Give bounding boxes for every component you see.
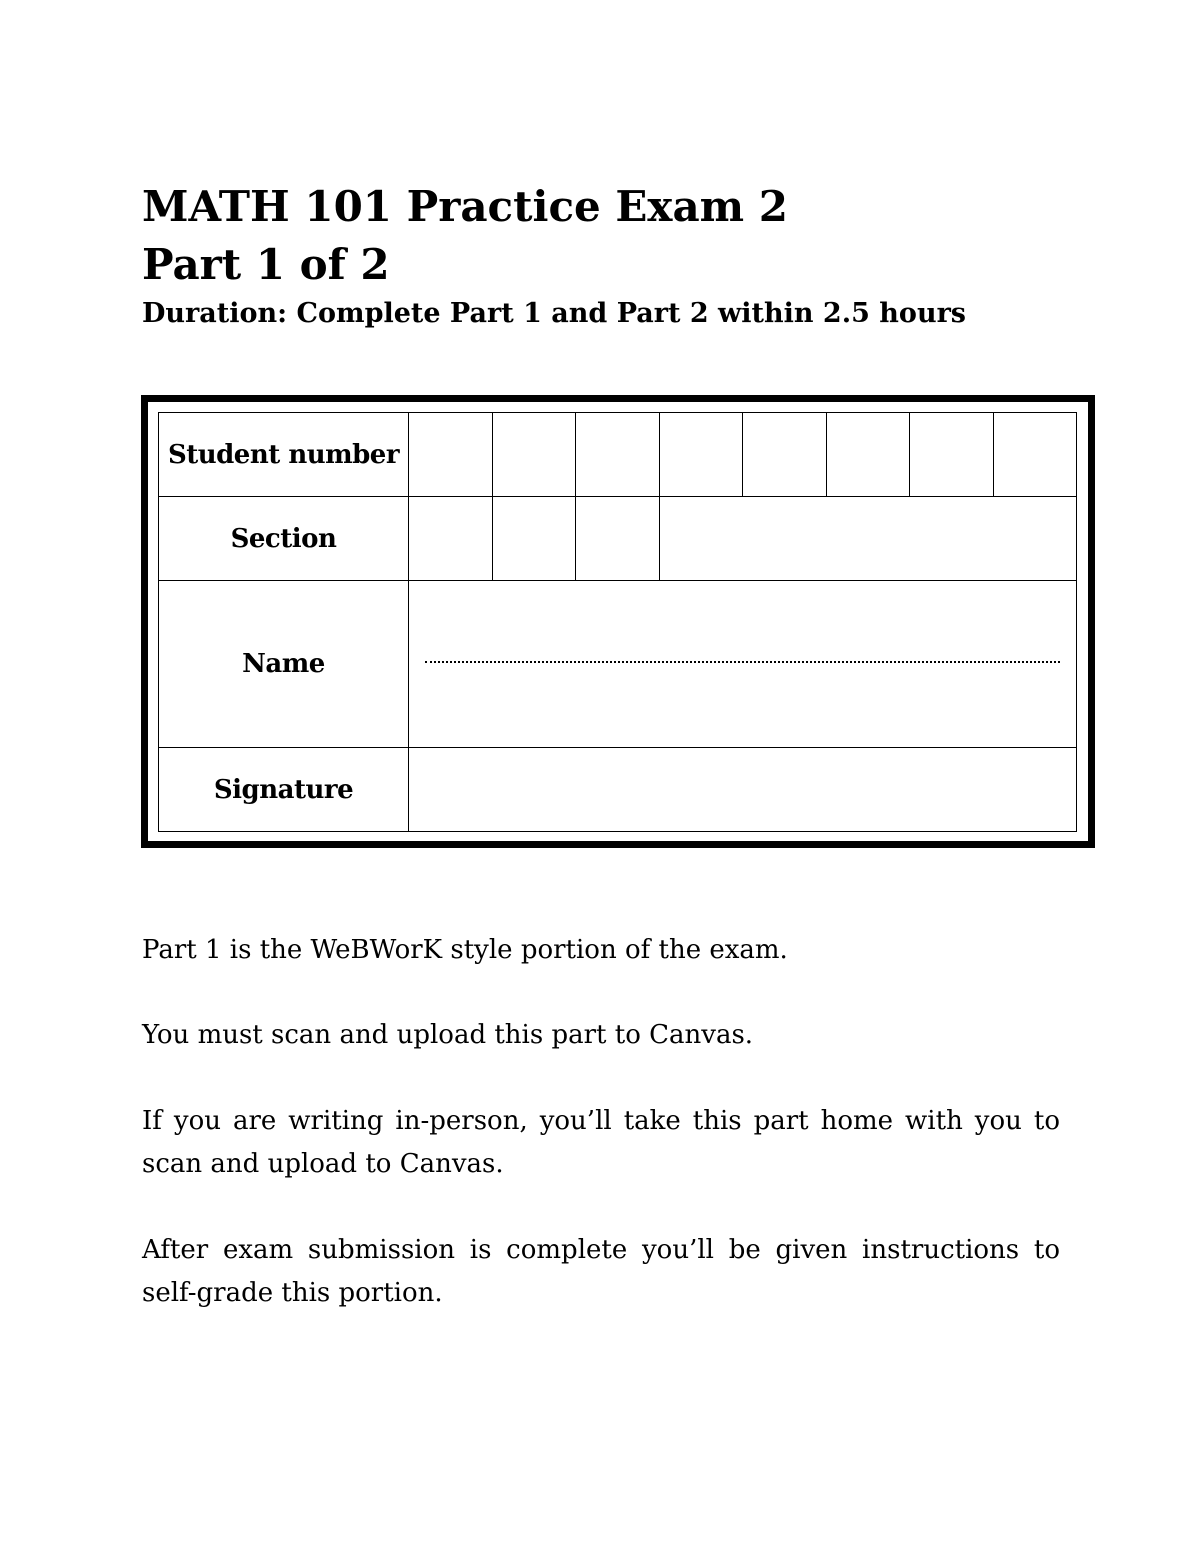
student-number-digit-box[interactable] xyxy=(409,413,493,497)
section-blank-area xyxy=(659,497,1077,581)
student-number-digit-box[interactable] xyxy=(743,413,827,497)
exam-part: Part 1 of 2 xyxy=(142,240,390,289)
signature-label: Signature xyxy=(159,748,409,832)
section-label: Section xyxy=(159,497,409,581)
instruction-paragraph: You must scan and upload this part to Canvas. xyxy=(142,1020,754,1050)
student-number-digit-box[interactable] xyxy=(492,413,576,497)
student-number-digit-box[interactable] xyxy=(576,413,660,497)
section-digit-box[interactable] xyxy=(492,497,576,581)
student-number-digit-box[interactable] xyxy=(826,413,910,497)
student-number-digit-box[interactable] xyxy=(993,413,1077,497)
student-number-label: Student number xyxy=(159,413,409,497)
signature-field[interactable] xyxy=(409,748,1077,832)
exam-duration: Duration: Complete Part 1 and Part 2 within 2.5 hours xyxy=(142,298,967,329)
signature-row xyxy=(159,748,1077,832)
name-dotted-line xyxy=(425,661,1060,663)
section-digit-box[interactable] xyxy=(576,497,660,581)
instruction-paragraph: If you are writing in-person, you’ll take this part home with you to scan and upload to Canvas. xyxy=(142,1106,1060,1179)
student-info-table xyxy=(158,412,1077,832)
exam-title: MATH 101 Practice Exam 2 xyxy=(142,182,788,231)
student-number-digit-box[interactable] xyxy=(659,413,743,497)
instruction-paragraph: Part 1 is the WeBWorK style portion of the exam. xyxy=(142,935,788,965)
section-digit-box[interactable] xyxy=(409,497,493,581)
section-row xyxy=(159,497,1077,581)
instruction-paragraph: After exam submission is complete you’ll be given instructions to self-grade this portion. xyxy=(142,1235,1060,1308)
name-field[interactable] xyxy=(409,581,1077,748)
name-label: Name xyxy=(159,581,409,748)
student-number-row xyxy=(159,413,1077,497)
student-number-digit-box[interactable] xyxy=(910,413,994,497)
name-row xyxy=(159,581,1077,748)
